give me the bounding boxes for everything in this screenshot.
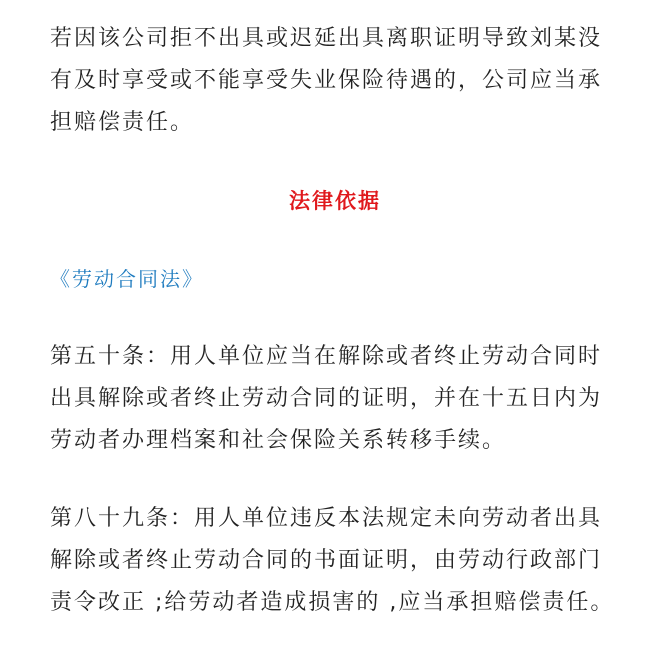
article-50-paragraph: 第五十条：用人单位应当在解除或者终止劳动合同时出具解除或者终止劳动合同的证明，并在十五日内为劳动者办理档案和社会保险关系转移手续。 [50,344,603,453]
article-body [50,18,620,624]
law-title: 《劳动合同法》 [50,267,204,291]
section-heading: 法律依据 [289,189,381,213]
intro-paragraph: 若因该公司拒不出具或迟延出具离职证明导致刘某没有及时享受或不能享受失业保险待遇的，公司应当承担赔偿责任。 [50,26,603,135]
article-89-paragraph: 第八十九条：用人单位违反本法规定未向劳动者出具解除或者终止劳动合同的书面证明，由劳动行政部门责令改正 ;给劳动者造成损害的 ,应当承担赔偿责任。 [50,506,615,615]
